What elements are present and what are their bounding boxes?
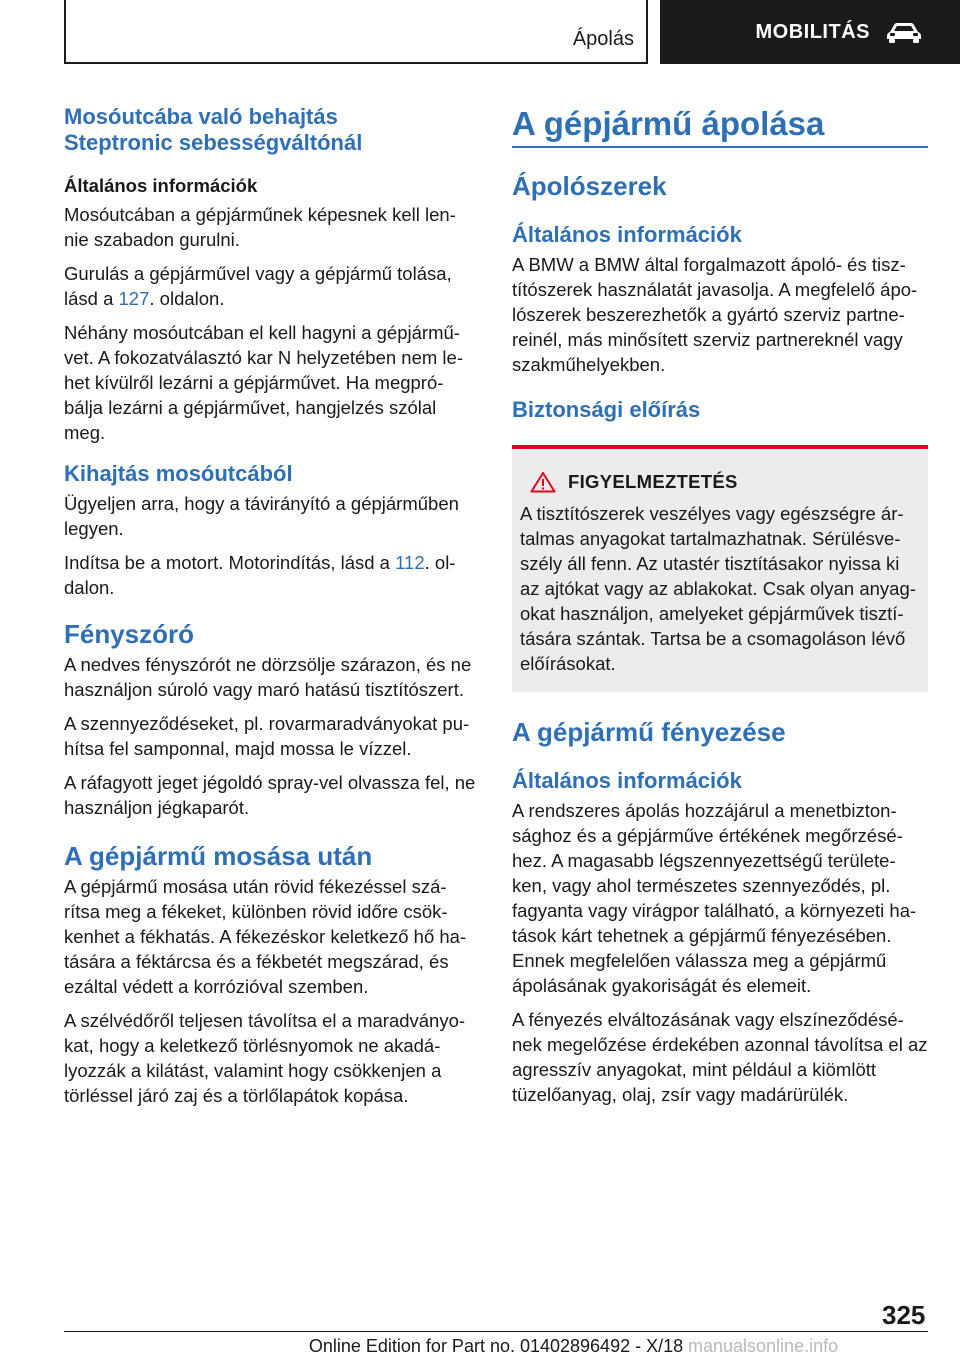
- header-chapter-title: MOBILITÁS: [755, 20, 870, 43]
- header-chapter-box: [660, 0, 960, 64]
- heading-general-info-care: Általános információk: [512, 222, 742, 247]
- watermark: manualsonline.info: [688, 1336, 839, 1356]
- heading-safety-note: Biztonsági előírás: [512, 397, 701, 422]
- heading-paintwork: A gépjármű fényezése: [512, 717, 786, 747]
- text: Gurulás a gépjárművel vagy a gépjármű tolása, lásd a: [64, 263, 452, 309]
- page-title: A gépjármű ápolása: [512, 105, 825, 142]
- heading-care-products: Ápolószerek: [512, 171, 667, 201]
- footer-divider: [64, 1331, 928, 1332]
- paragraph-rolling-free: Mosóutcában a gépjárműnek képesnek kell len‐nie szabadon gurulni.: [64, 204, 456, 250]
- text: . ol‐dalon.: [64, 552, 456, 598]
- paragraph-headlight-insects: A szennyeződéseket, pl. rovarmaradványokat pu‐hítsa fel samponnal, majd mossa le vízzel.: [64, 713, 470, 759]
- paragraph-remote-control: Ügyeljen arra, hogy a távirányító a gépjárműben legyen.: [64, 493, 459, 539]
- paragraph-windshield: A szélvédőről teljesen távolítsa el a maradványo‐kat, hogy a keletkező törlésnyomok ne akadá‐lyozzák a kilátást, valamint hogy csökkenjen a törléssel járó zaj és a törlőlapátok kopása.: [64, 1010, 466, 1106]
- left-column: [64, 104, 480, 1117]
- car-icon: [886, 21, 922, 43]
- paragraph-aggressive-substances: A fényezés elváltozásának vagy elszíneződésé‐nek megelőzése érdekében azonnal távolítsa el az agresszív anyagokat, mint például a kiömlött tüzelőanyag, olaj, zsír vagy madárürülék.: [512, 1009, 928, 1105]
- paragraph-regular-care: A rendszeres ápolás hozzájárul a menetbizton‐sághoz és a gépjárműve értékének megőrzésé‐hez. A magasabb légszennyezettségű területe‐ken, vagy ahol természetes szennyeződés, pl. fagyanta vagy virágpor található, a környezeti ha‐tások kárt tehetnek a gépjármű fényezésében. Ennek megfelelően válassza meg a gépjármű ápolásának gyakoriságát és elemeit.: [512, 800, 917, 996]
- page-number: 325: [882, 1300, 926, 1330]
- heading-exit-car-wash: Kihajtás mosóutcából: [64, 461, 293, 486]
- paragraph-bmw-products: A BMW a BMW által forgalmazott ápoló- és tisz‐títószerek használatát javasolja. A megfelelő ápo‐lószerek beszerezhetők a gyártó szerviz partne‐reinél, más minősített szerviz partnereknél vagy szakműhelyekben.: [512, 254, 918, 375]
- warning-title: FIGYELMEZTETÉS: [568, 471, 738, 492]
- page-link-127[interactable]: 127: [118, 288, 150, 309]
- heading-car-wash-entry-line2: Steptronic sebességváltónál: [64, 130, 363, 155]
- paragraph-start-engine: [64, 550, 480, 600]
- paragraph-headlight-ice: A ráfagyott jeget jégoldó spray-vel olvassza fel, ne használjon jégkaparót.: [64, 772, 476, 818]
- paragraph-rolling-reference: [64, 261, 480, 311]
- paragraph-leave-vehicle: Néhány mosóutcában el kell hagyni a gépjármű‐vet. A fokozatválasztó kar N helyzetében nem le‐het kívülről lezárni a gépjárművet. Ha megpró‐bálja lezárni a gépjárművet, hangjelzés szólal meg.: [64, 322, 463, 443]
- header-left-box: [64, 0, 648, 64]
- heading-headlight: Fényszóró: [64, 619, 195, 649]
- paragraph-headlight-wet: A nedves fényszórót ne dörzsölje szárazon, és ne használjon súroló vagy maró hatású tisztítószert.: [64, 654, 472, 700]
- heading-general-info-paint: Általános információk: [512, 768, 742, 793]
- paragraph-dry-brakes: A gépjármű mosása után rövid fékezéssel szá‐rítsa meg a fékeket, különben rövid időre csök‐kenhet a fékhatás. A fékezéskor keletkező hő ha‐tására a féktárcsa és a fékbetét megszárad, és ezáltal védett a korrózióval szemben.: [64, 876, 467, 997]
- warning-box: [512, 445, 928, 692]
- subheading-general-info: Általános információk: [64, 175, 258, 196]
- heading-car-wash-entry: [64, 104, 480, 156]
- page-link-112[interactable]: 112: [395, 552, 425, 573]
- footer-edition: Online Edition for Part no. 01402896492 - X/18: [308, 1336, 684, 1356]
- warning-header: [530, 471, 918, 493]
- heading-after-wash: A gépjármű mosása után: [64, 841, 373, 871]
- warning-text: A tisztítószerek veszélyes vagy egészségre ár‐talmas anyagokat tartalmazhatnak. Sérülésve‐szély áll fenn. Az utastér tisztításakor nyissa ki az ajtókat vagy az ablakokat. Csak olyan anyag‐okat használjon, amelyeket gépjárművek tisztí‐tására szántak. Tartsa be a csomagoláson lévő előírásokat.: [520, 503, 916, 674]
- warning-triangle-icon: [530, 471, 556, 493]
- text: Indítsa be a motort. Motorindítás, lásd a: [64, 552, 396, 573]
- title-divider: [512, 146, 928, 148]
- text: . oldalon.: [149, 288, 225, 309]
- header-section-title: Ápolás: [572, 28, 634, 50]
- heading-car-wash-entry-line1: Mosóutcába való behajtás: [64, 104, 338, 129]
- right-column: [512, 104, 928, 1116]
